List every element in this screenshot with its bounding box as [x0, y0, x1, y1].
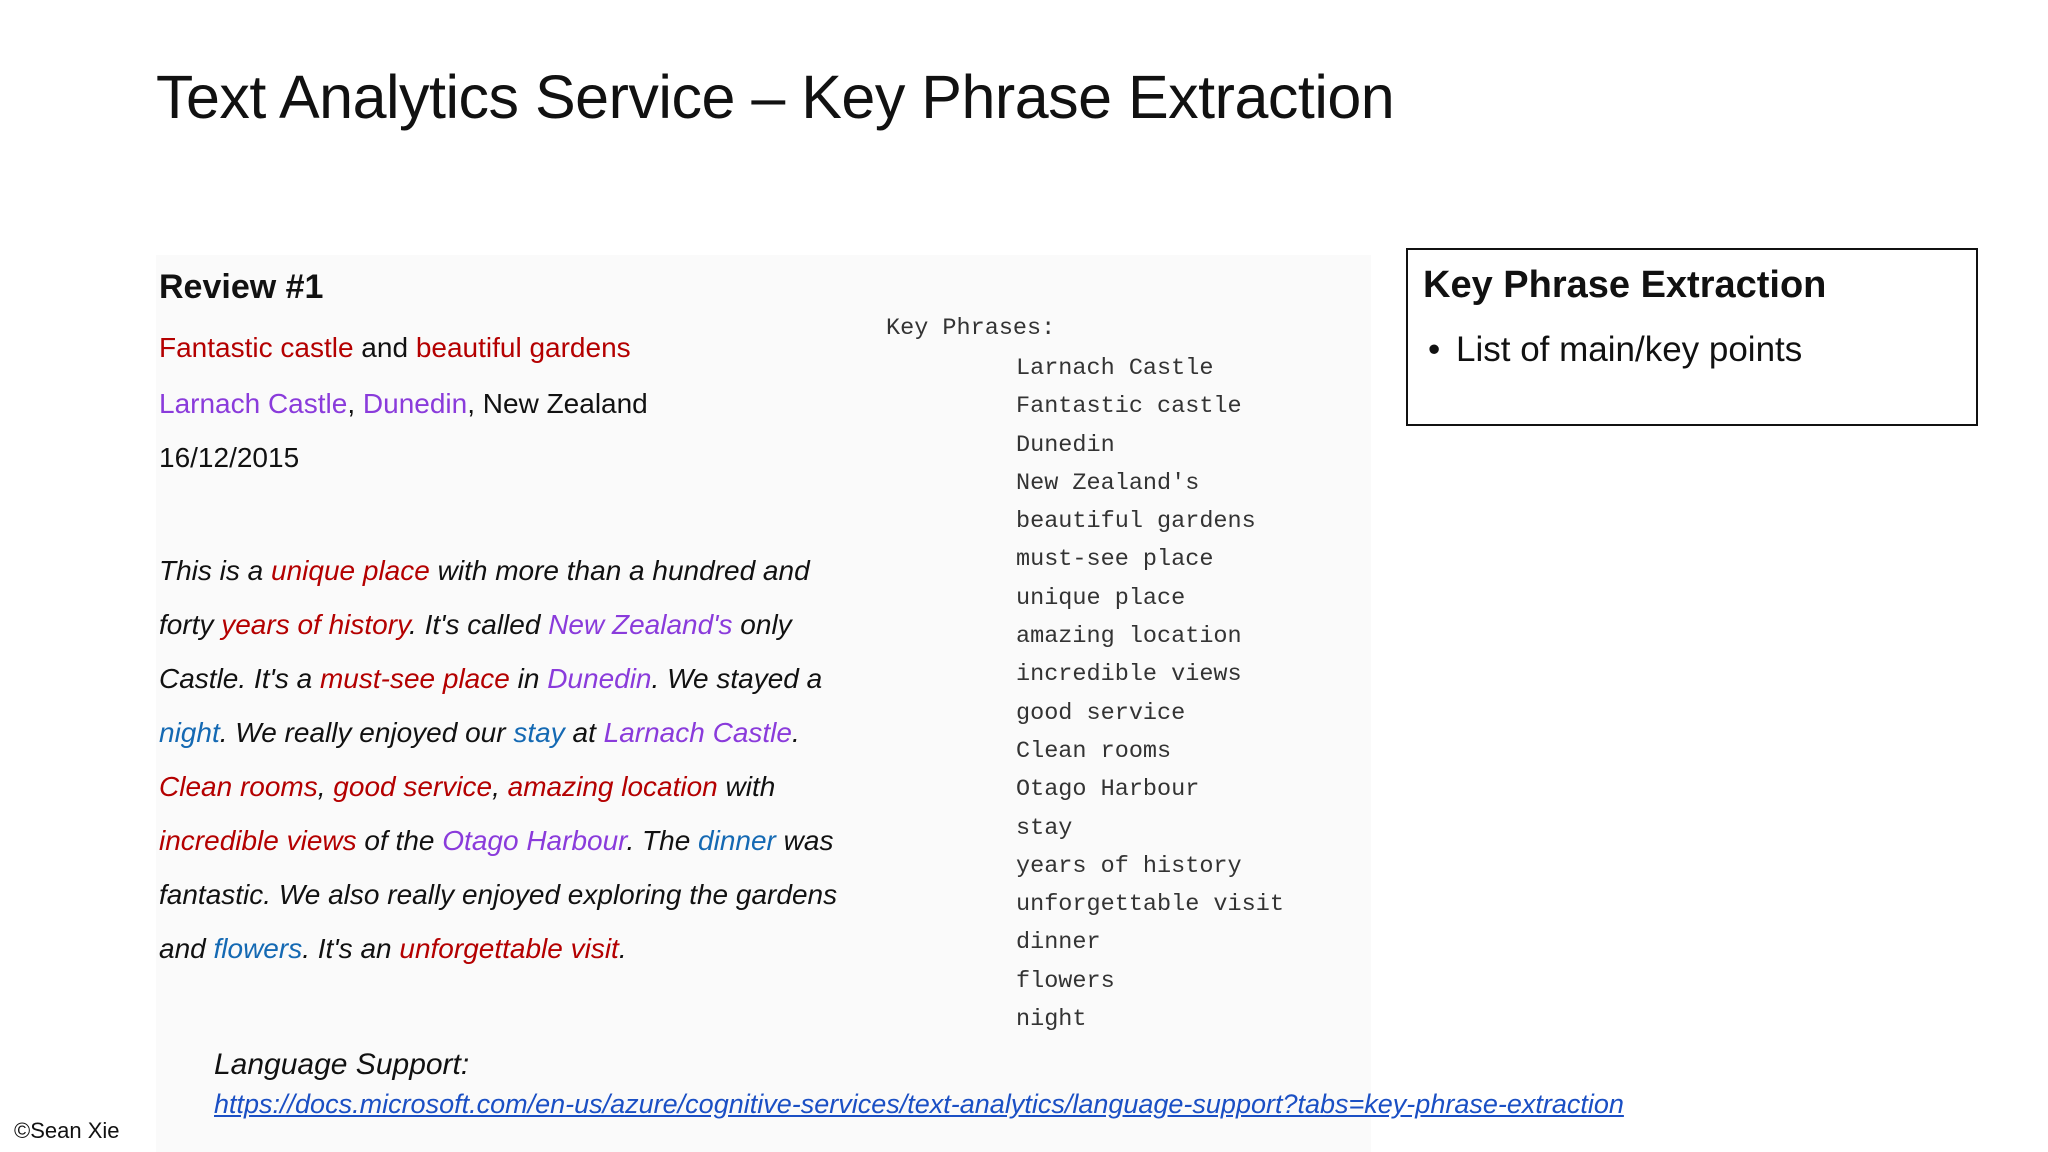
context-word-highlight: stay	[513, 717, 565, 748]
slide-title: Text Analytics Service – Key Phrase Extraction	[156, 63, 1395, 131]
key-phrase-item: beautiful gardens	[1016, 508, 1256, 536]
text-segment: , New Zealand	[467, 388, 648, 419]
entity-highlight: Larnach Castle	[159, 388, 348, 419]
key-phrase-item: New Zealand's	[1016, 469, 1200, 497]
text-segment: and	[353, 332, 416, 363]
key-phrase-highlight: beautiful gardens	[415, 332, 631, 363]
review-location-line	[159, 388, 648, 420]
info-box-bullet-text: List of main/key points	[1456, 330, 1803, 369]
info-box-title: Key Phrase Extraction	[1423, 264, 1827, 306]
key-phrase-highlight: Fantastic castle	[159, 332, 354, 363]
text-segment: . The	[626, 825, 699, 856]
entity-highlight: Otago Harbour	[442, 825, 627, 856]
review-title-line	[159, 332, 631, 364]
language-support-link[interactable]: https://docs.microsoft.com/en-us/azure/cognitive-services/text-analytics/language-support?tabs=key-phrase-extraction	[214, 1089, 1624, 1119]
key-phrase-item: dinner	[1016, 929, 1101, 957]
key-phrase-item: stay	[1016, 814, 1073, 842]
key-phrase-item: Larnach Castle	[1016, 355, 1214, 382]
key-phrase-item: Fantastic castle	[1016, 393, 1242, 421]
info-box-bullet-item	[1428, 330, 1802, 370]
key-phrase-item: night	[1016, 1006, 1087, 1034]
key-phrase-item: Otago Harbour	[1016, 776, 1200, 804]
review-heading: Review #1	[159, 268, 324, 306]
entity-highlight: Dunedin	[547, 663, 652, 694]
text-segment: of the	[356, 825, 443, 856]
review-body-text	[159, 544, 849, 976]
key-phrase-extraction-box	[1406, 248, 1978, 426]
text-segment: . It's an	[302, 933, 400, 964]
key-phrase-highlight: good service	[333, 771, 493, 802]
context-word-highlight: dinner	[698, 825, 776, 856]
key-phrase-item: good service	[1016, 699, 1186, 727]
entity-highlight: Larnach Castle	[603, 717, 792, 748]
text-segment: . It's called	[409, 609, 549, 640]
entity-highlight: New Zealand's	[548, 609, 733, 640]
text-segment: in	[509, 663, 548, 694]
text-segment: at	[564, 717, 604, 748]
text-segment: ,	[317, 771, 334, 802]
key-phrase-item: incredible views	[1016, 661, 1242, 689]
text-segment: ,	[492, 771, 508, 802]
context-word-highlight: flowers	[213, 933, 303, 964]
key-phrases-list	[1016, 350, 1284, 1039]
key-phrase-highlight: Clean rooms	[159, 771, 318, 802]
key-phrase-item: must-see place	[1016, 546, 1214, 574]
key-phrase-highlight: unforgettable visit	[399, 933, 619, 964]
copyright-text: ©Sean Xie	[14, 1118, 120, 1143]
key-phrase-highlight: incredible views	[159, 825, 357, 856]
key-phrase-highlight: years of history	[221, 609, 410, 640]
text-segment: ,	[347, 388, 363, 419]
text-segment: . We stayed a	[651, 663, 823, 694]
review-date: 16/12/2015	[159, 442, 300, 473]
entity-highlight: Dunedin	[362, 388, 468, 419]
text-segment: was fantastic. We also really enjoyed exploring the gardens and	[159, 825, 838, 964]
text-segment: with	[717, 771, 776, 802]
key-phrase-highlight: must-see place	[319, 663, 510, 694]
key-phrase-item: Clean rooms	[1016, 737, 1172, 765]
key-phrase-item: flowers	[1016, 967, 1115, 995]
text-segment: . We really enjoyed our	[219, 717, 514, 748]
text-segment: This is a	[159, 555, 272, 586]
key-phrase-item: unforgettable visit	[1016, 891, 1284, 919]
text-segment: .	[618, 933, 627, 964]
key-phrase-item: amazing location	[1016, 623, 1242, 651]
language-support-label: Language Support:	[214, 1048, 470, 1081]
text-segment: .	[791, 717, 800, 748]
key-phrase-highlight: unique place	[271, 555, 430, 586]
key-phrase-highlight: amazing location	[507, 771, 718, 802]
key-phrase-item: years of history	[1016, 852, 1242, 880]
text-segment: with more than a hundred and forty	[159, 555, 810, 640]
text-segment: only Castle. It's a	[159, 609, 792, 694]
key-phrase-item: unique place	[1016, 584, 1186, 612]
key-phrase-item: Dunedin	[1016, 431, 1115, 459]
context-word-highlight: night	[159, 717, 220, 748]
bullet-icon: •	[1428, 330, 1441, 369]
key-phrases-header: Key Phrases:	[886, 315, 1056, 342]
